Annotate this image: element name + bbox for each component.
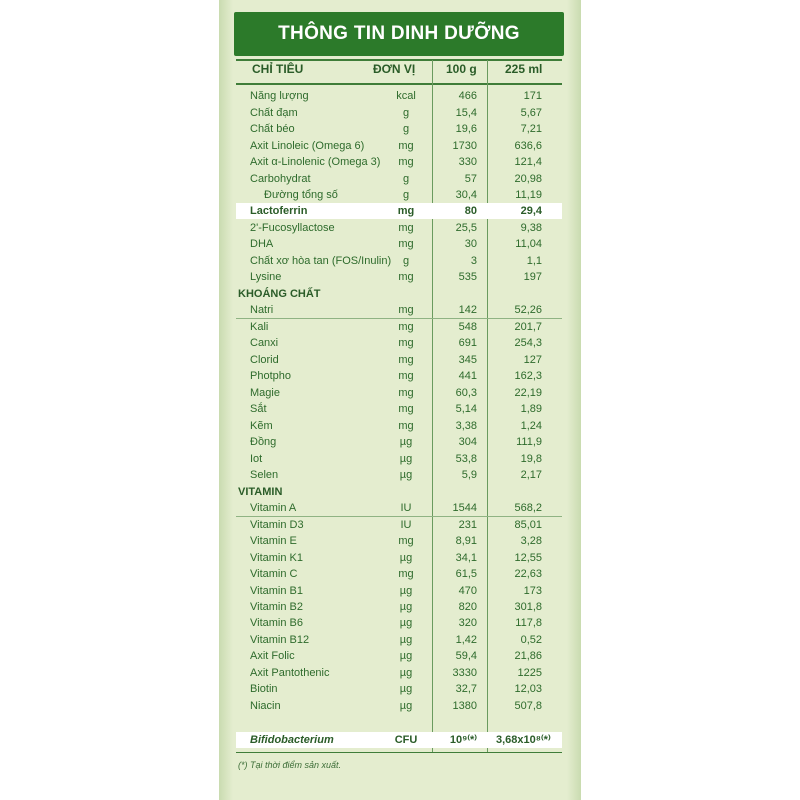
row-name: Bifidobacterium	[250, 734, 334, 746]
row-value-100g: 470	[458, 585, 477, 597]
row-unit: µg	[399, 617, 413, 629]
row-name: Chất xơ hòa tan (FOS/Inulin)	[250, 255, 392, 267]
row-name: Vitamin B2	[250, 601, 303, 613]
panel-left-edge	[219, 0, 233, 800]
row-name: VITAMIN	[238, 486, 283, 498]
row-value-100g: 231	[458, 519, 477, 531]
row-value-100g: 57	[464, 173, 477, 185]
row-unit: g	[402, 255, 410, 267]
table-row	[236, 220, 562, 236]
row-unit: µg	[399, 453, 413, 465]
row-value-225ml: 19,8	[520, 453, 542, 465]
table-row	[236, 319, 562, 335]
row-name: Natri	[250, 304, 274, 316]
row-value-100g: 320	[458, 617, 477, 629]
row-value-100g: 1730	[452, 140, 477, 152]
row-unit: µg	[399, 585, 413, 597]
table-row	[236, 368, 562, 384]
table-row	[236, 88, 562, 104]
table-row	[236, 533, 562, 549]
page-title: THÔNG TIN DINH DƯỠNG	[234, 12, 564, 56]
row-unit: µg	[399, 700, 413, 712]
row-name: Đường tổng số	[264, 189, 338, 201]
table-row	[236, 732, 562, 748]
header-top-rule	[236, 59, 562, 61]
row-unit: mg	[398, 568, 414, 580]
table-row	[236, 286, 562, 302]
row-name: Chất đạm	[250, 107, 298, 119]
row-value-225ml: 85,01	[514, 519, 542, 531]
row-value-100g: 1,42	[455, 634, 477, 646]
row-value-100g: 535	[458, 271, 477, 283]
table-row	[236, 187, 562, 203]
table-row	[236, 105, 562, 121]
table-row	[236, 352, 562, 368]
row-name: Magie	[250, 387, 280, 399]
row-unit: mg	[398, 403, 414, 415]
row-value-225ml: 121,4	[514, 156, 542, 168]
row-unit: IU	[400, 519, 412, 531]
row-value-225ml: 22,19	[514, 387, 542, 399]
header-bottom-rule	[236, 83, 562, 85]
row-value-225ml: 11,19	[515, 189, 542, 201]
panel-right-edge	[567, 0, 581, 800]
row-unit: mg	[398, 238, 414, 250]
row-unit: mg	[398, 387, 414, 399]
row-value-225ml: 173	[523, 585, 542, 597]
row-unit: mg	[398, 321, 414, 333]
row-unit: g	[402, 107, 410, 119]
row-unit: mg	[398, 535, 414, 547]
row-value-225ml: 1,24	[520, 420, 542, 432]
table-row	[236, 599, 562, 615]
table-row	[236, 665, 562, 681]
table-row	[236, 451, 562, 467]
row-unit: CFU	[394, 734, 418, 746]
row-name: KHOÁNG CHẤT	[238, 288, 321, 300]
row-value-225ml: 507,8	[514, 700, 542, 712]
row-value-225ml: 171	[523, 90, 542, 102]
row-name: Axit Folic	[250, 650, 295, 662]
row-name: Axit Linoleic (Omega 6)	[250, 140, 365, 152]
table-row	[236, 138, 562, 154]
table-row	[236, 302, 562, 318]
row-value-100g: 61,5	[455, 568, 477, 580]
row-name: Kali	[250, 321, 269, 333]
row-name: Biotin	[250, 683, 278, 695]
row-unit: mg	[398, 140, 414, 152]
row-name: Vitamin B6	[250, 617, 303, 629]
row-unit: mg	[398, 156, 414, 168]
row-unit: mg	[397, 205, 415, 217]
row-value-100g: 466	[458, 90, 477, 102]
row-value-100g: 345	[458, 354, 477, 366]
row-name: Đồng	[250, 436, 277, 448]
table-row	[236, 401, 562, 417]
row-unit: mg	[398, 337, 414, 349]
table-row	[236, 434, 562, 450]
table-row	[236, 121, 562, 137]
row-unit: mg	[398, 420, 414, 432]
row-value-225ml: 0,52	[520, 634, 542, 646]
row-value-100g: 53,8	[455, 453, 477, 465]
row-name: Vitamin E	[250, 535, 297, 547]
row-value-100g: 25,5	[455, 222, 477, 234]
row-value-225ml: 1225	[517, 667, 542, 679]
row-value-225ml: 3,28	[520, 535, 542, 547]
row-value-100g: 60,3	[455, 387, 477, 399]
row-unit: µg	[399, 601, 413, 613]
row-unit: µg	[399, 667, 413, 679]
row-name: 2'-Fucosyllactose	[250, 222, 335, 234]
row-unit: g	[402, 173, 410, 185]
row-value-225ml: 1,89	[520, 403, 542, 415]
row-value-225ml: 636,6	[514, 140, 542, 152]
row-value-100g: 30	[464, 238, 477, 250]
table-bottom-rule	[236, 752, 562, 753]
row-value-225ml: 7,21	[520, 123, 542, 135]
row-name: Sắt	[250, 403, 267, 415]
row-value-225ml: 52,26	[514, 304, 542, 316]
row-unit: IU	[400, 502, 412, 514]
row-unit: µg	[399, 683, 413, 695]
row-value-100g: 5,9	[461, 469, 477, 481]
row-value-100g: 19,6	[455, 123, 477, 135]
row-value-225ml: 254,3	[514, 337, 542, 349]
footnote: (*) Tại thời điểm sản xuất.	[238, 760, 341, 770]
row-value-100g: 15,4	[455, 107, 477, 119]
row-name: Vitamin C	[250, 568, 298, 580]
table-row	[236, 484, 562, 500]
section-rule	[236, 516, 562, 517]
table-row	[236, 681, 562, 697]
row-value-100g: 30,4	[455, 189, 477, 201]
row-unit: mg	[398, 354, 414, 366]
row-value-100g: 142	[458, 304, 477, 316]
row-value-225ml: 162,3	[514, 370, 542, 382]
row-value-225ml: 12,55	[514, 552, 542, 564]
row-name: Vitamin D3	[250, 519, 304, 531]
row-name: Vitamin B1	[250, 585, 303, 597]
row-value-225ml: 9,38	[520, 222, 542, 234]
row-name: Carbohydrat	[250, 173, 311, 185]
header-225ml: 225 ml	[505, 62, 543, 76]
row-name: Axit Pantothenic	[250, 667, 330, 679]
table-row	[236, 385, 562, 401]
row-unit: mg	[398, 370, 414, 382]
table-row	[236, 467, 562, 483]
row-value-225ml: 301,8	[514, 601, 542, 613]
row-value-225ml: 5,67	[520, 107, 542, 119]
section-rule	[236, 318, 562, 319]
row-name: Năng lượng	[250, 90, 309, 102]
header-100g: 100 g	[446, 62, 477, 76]
row-unit: mg	[398, 271, 414, 283]
row-value-225ml: 197	[523, 271, 542, 283]
row-value-100g: 1544	[452, 502, 477, 514]
table-row	[236, 236, 562, 252]
row-value-100g: 3,38	[455, 420, 477, 432]
row-name: Lactoferrin	[250, 205, 308, 217]
row-unit: µg	[399, 650, 413, 662]
row-value-100g: 330	[458, 156, 477, 168]
row-name: DHA	[250, 238, 274, 250]
row-name: Vitamin B12	[250, 634, 310, 646]
table-row	[236, 418, 562, 434]
row-value-225ml: 29,4	[520, 205, 542, 217]
row-name: Vitamin K1	[250, 552, 303, 564]
row-value-225ml: 22,63	[514, 568, 542, 580]
row-value-100g: 80	[464, 205, 477, 217]
row-value-100g: 10⁹⁽*⁾	[449, 734, 477, 746]
header-name: CHỈ TIÊU	[252, 62, 304, 76]
header-unit: ĐƠN VỊ	[373, 62, 416, 76]
row-name: Vitamin A	[250, 502, 297, 514]
table-row	[236, 154, 562, 170]
table-row	[236, 698, 562, 714]
row-value-225ml: 117,8	[515, 617, 542, 629]
row-name: Axit α-Linolenic (Omega 3)	[250, 156, 381, 168]
row-value-100g: 34,1	[455, 552, 477, 564]
row-value-225ml: 1,1	[526, 255, 542, 267]
row-value-100g: 3330	[452, 667, 477, 679]
row-unit: mg	[398, 222, 414, 234]
table-row	[236, 171, 562, 187]
table-row	[236, 500, 562, 516]
table-row	[236, 648, 562, 664]
row-value-225ml: 568,2	[514, 502, 542, 514]
table-row	[236, 517, 562, 533]
row-value-100g: 441	[458, 370, 477, 382]
row-name: Chất béo	[250, 123, 295, 135]
row-value-100g: 3	[470, 255, 477, 267]
row-value-225ml: 21,86	[514, 650, 542, 662]
row-value-225ml: 201,7	[514, 321, 542, 333]
table-row	[236, 632, 562, 648]
row-unit: g	[402, 189, 410, 201]
row-name: Niacin	[250, 700, 281, 712]
row-name: Photpho	[250, 370, 291, 382]
table-row	[236, 253, 562, 269]
table-row	[236, 583, 562, 599]
row-value-100g: 691	[458, 337, 477, 349]
row-value-225ml: 12,03	[514, 683, 542, 695]
row-unit: µg	[399, 634, 413, 646]
row-unit: µg	[399, 436, 413, 448]
row-unit: g	[402, 123, 410, 135]
row-value-100g: 8,91	[455, 535, 477, 547]
row-value-100g: 32,7	[455, 683, 477, 695]
row-name: Kẽm	[250, 420, 273, 432]
row-unit: µg	[399, 552, 413, 564]
table-row	[236, 550, 562, 566]
row-value-100g: 59,4	[455, 650, 477, 662]
row-name: Selen	[250, 469, 279, 481]
row-name: Iot	[250, 453, 263, 465]
row-value-100g: 548	[458, 321, 477, 333]
row-name: Lysine	[250, 271, 282, 283]
row-value-100g: 304	[458, 436, 477, 448]
table-row	[236, 335, 562, 351]
table-row	[236, 269, 562, 285]
table-row	[236, 203, 562, 219]
row-value-225ml: 2,17	[520, 469, 542, 481]
row-value-100g: 820	[458, 601, 477, 613]
row-unit: µg	[399, 469, 413, 481]
row-value-225ml: 20,98	[514, 173, 542, 185]
row-value-225ml: 3,68x10⁸⁽*⁾	[496, 734, 551, 746]
row-name: Canxi	[250, 337, 279, 349]
row-value-100g: 5,14	[455, 403, 477, 415]
table-row	[236, 615, 562, 631]
row-value-100g: 1380	[452, 700, 477, 712]
row-name: Clorid	[250, 354, 279, 366]
row-unit: mg	[398, 304, 414, 316]
row-unit: kcal	[396, 90, 416, 102]
row-value-225ml: 111,9	[516, 436, 542, 448]
row-value-225ml: 127	[523, 354, 542, 366]
row-value-225ml: 11,04	[515, 238, 542, 250]
table-row	[236, 566, 562, 582]
